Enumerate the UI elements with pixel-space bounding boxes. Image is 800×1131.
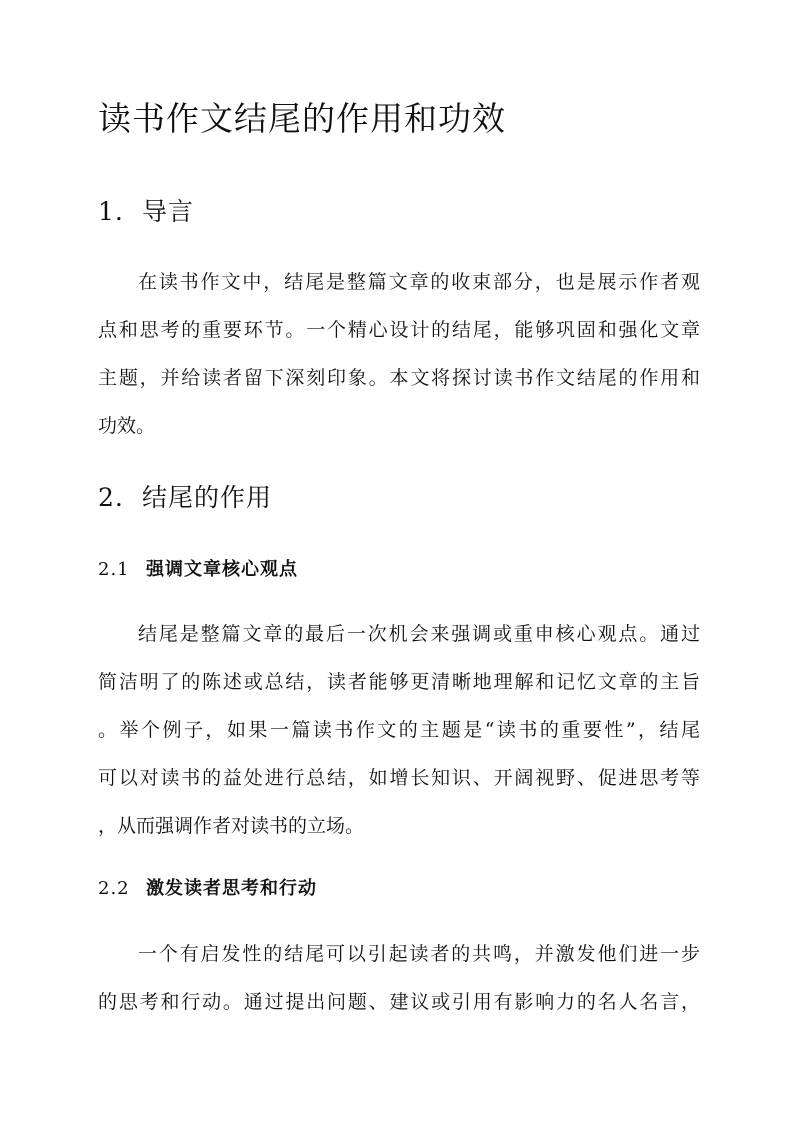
paragraph-line: 一个有启发性的结尾可以引起读者的共鸣，并激发他们进一步 — [138, 943, 700, 965]
intro-paragraph — [98, 258, 700, 450]
subsection-title: 激发读者思考和行动 — [146, 878, 317, 899]
paragraph-line: ，从而强调作者对读书的立场。 — [98, 815, 365, 837]
paragraph-line: 在读书作文中，结尾是整篇文章的收束部分，也是展示作者观 — [138, 271, 700, 293]
emphasize-paragraph — [98, 610, 700, 850]
section-heading-ending-role — [98, 478, 272, 518]
subsection-number: 2.1 — [98, 559, 130, 580]
section-heading-intro — [98, 192, 194, 232]
paragraph-line: 简洁明了的陈述或总结，读者能够更清晰地理解和记忆文章的主旨 — [98, 671, 700, 693]
subsection-heading-emphasize — [98, 555, 298, 585]
subsection-number: 2.2 — [98, 878, 130, 899]
section-number: 2. — [98, 483, 124, 512]
paragraph-line: 可以对读书的益处进行总结，如增长知识、开阔视野、促进思考等 — [98, 767, 700, 789]
section-number: 1. — [98, 197, 124, 226]
document-title: 读书作文结尾的作用和功效 — [98, 99, 506, 138]
inspire-paragraph — [98, 930, 700, 1026]
paragraph-line: 。举个例子，如果一篇读书作文的主题是“读书的重要性”，结尾 — [98, 719, 700, 741]
section-title: 结尾的作用 — [142, 483, 273, 512]
paragraph-line: 的思考和行动。通过提出问题、建议或引用有影响力的名人名言， — [98, 991, 700, 1013]
paragraph-line: 点和思考的重要环节。一个精心设计的结尾，能够巩固和强化文章 — [98, 319, 700, 341]
section-title: 导言 — [142, 197, 195, 226]
paragraph-line: 功效。 — [98, 415, 156, 437]
subsection-title: 强调文章核心观点 — [146, 559, 298, 580]
paragraph-line: 主题，并给读者留下深刻印象。本文将探讨读书作文结尾的作用和 — [98, 367, 700, 389]
subsection-heading-inspire — [98, 874, 317, 904]
paragraph-line: 结尾是整篇文章的最后一次机会来强调或重申核心观点。通过 — [138, 623, 700, 645]
